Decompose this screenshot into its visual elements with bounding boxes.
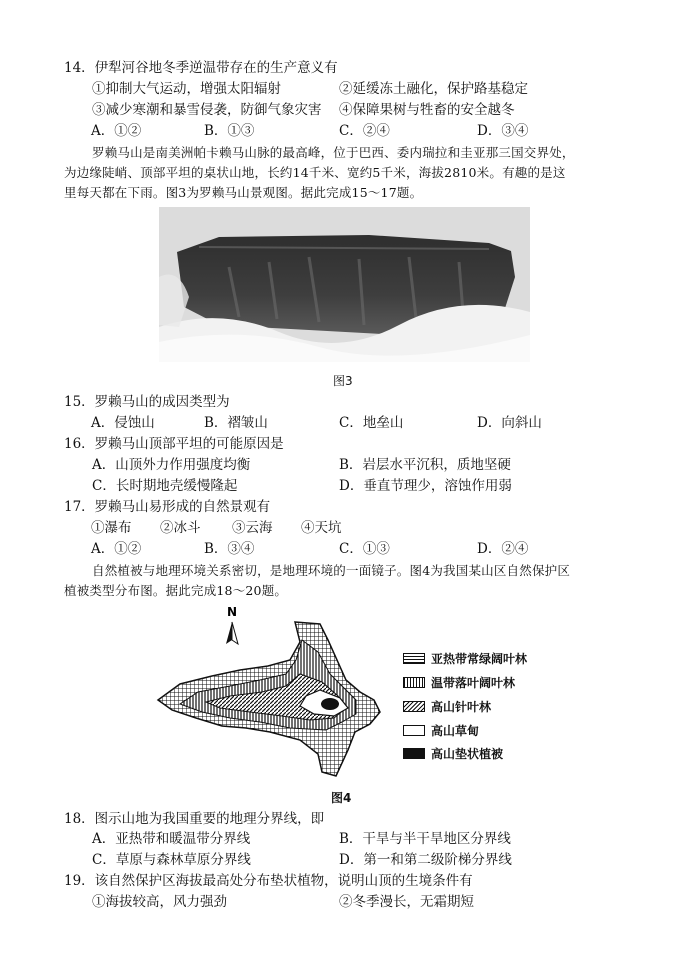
legend-item-meadow [403,723,479,737]
q17-stem: 17．罗赖马山易形成的自然景观有 [64,499,271,515]
q16-option-a: A．山顶外力作用强度均衡 [92,457,251,473]
diagonal-stripe-swatch-icon [403,701,425,712]
legend-label: 高山针叶林 [431,699,492,714]
passage1-line-3: 里每天都在下雨。图3为罗赖马山景观图。据此完成15～17题。 [64,185,423,200]
q14-item-4: ④保障果树与牲畜的安全越冬 [339,102,515,118]
figure3-photo [159,207,530,362]
north-arrow-icon [226,622,238,644]
q18-option-c: C．草原与森林草原分界线 [92,852,251,868]
q14-option-a: A．①② [91,123,142,139]
q16-option-b: B．岩层水平沉积，质地坚硬 [339,457,511,473]
legend-label: 高山垫状植被 [431,746,504,761]
solid-swatch-icon [403,748,425,759]
blank-swatch-icon [403,725,425,736]
q17-item-3: ③云海 [232,520,273,536]
q14-option-c: C．②④ [339,123,390,139]
q17-option-b: B．③④ [204,541,255,557]
passage2-line-1: 自然植被与地理环境关系密切，是地理环境的一面镜子。图4为我国某山区自然保护区 [92,563,571,578]
figure4-caption: 图4 [331,791,352,805]
q19-item-1: ①海拔较高，风力强劲 [92,894,227,910]
passage2-line-2: 植被类型分布图。据此完成18～20题。 [64,583,288,598]
q14-item-2: ②延缓冻土融化，保护路基稳定 [339,81,528,97]
q15-option-a: A．侵蚀山 [91,415,155,431]
q17-item-4: ④天坑 [301,520,342,536]
q19-stem: 19．该自然保护区海拔最高处分布垫状植物，说明山顶的生境条件有 [64,873,473,889]
q15-option-c: C．地垒山 [339,415,404,431]
q16-stem: 16．罗赖马山顶部平坦的可能原因是 [64,436,284,452]
q14-stem: 14．伊犁河谷地冬季逆温带存在的生产意义有 [64,60,338,76]
q15-stem: 15．罗赖马山的成因类型为 [64,394,230,410]
legend-item-subtropical [403,651,527,665]
q14-item-1: ①抑制大气运动，增强太阳辐射 [92,81,281,97]
tepui-landscape-image [159,207,530,362]
q17-option-d: D．②④ [477,541,529,557]
q16-option-d: D．垂直节理少，溶蚀作用弱 [339,478,512,494]
q18-option-a: A．亚热带和暖温带分界线 [92,831,251,847]
q18-option-b: B．干旱与半干旱地区分界线 [339,831,511,847]
legend-item-conifer [403,699,491,713]
q15-option-b: B．褶皱山 [204,415,268,431]
legend-label: 温带落叶阔叶林 [431,675,516,690]
q15-option-d: D．向斜山 [477,415,542,431]
legend-item-cushion [403,746,503,760]
q17-option-c: C．①③ [339,541,390,557]
figure4-vegetation-map [150,600,390,790]
figure3-caption: 图3 [333,374,353,388]
grid-swatch-icon [403,653,425,664]
q19-item-2: ②冬季漫长，无霜期短 [339,894,474,910]
q14-item-3: ③减少寒潮和暴雪侵袭，防御气象灾害 [92,102,322,118]
legend-item-temperate [403,675,515,689]
legend-label: 高山草甸 [431,723,480,738]
q17-item-1: ①瀑布 [91,520,132,536]
north-label: N [226,605,238,619]
q14-option-d: D．③④ [477,123,529,139]
vertical-stripe-swatch-icon [403,677,425,688]
legend-label: 亚热带常绿阔叶林 [431,651,528,666]
q18-option-d: D．第一和第二级阶梯分界线 [339,852,512,868]
q16-option-c: C．长时期地壳缓慢隆起 [92,478,238,494]
passage1-line-2: 为边缘陡峭、顶部平坦的桌状山地，长约14千米、宽约5千米，海拔2810米。有趣的是这 [64,165,566,180]
q18-stem: 18．图示山地为我国重要的地理分界线，即 [64,811,325,827]
q17-item-2: ②冰斗 [160,520,201,536]
q14-option-b: B．①③ [204,123,255,139]
passage1-line-1: 罗赖马山是南美洲帕卡赖马山脉的最高峰，位于巴西、委内瑞拉和圭亚那三国交界处， [92,145,575,160]
q17-option-a: A．①② [91,541,142,557]
